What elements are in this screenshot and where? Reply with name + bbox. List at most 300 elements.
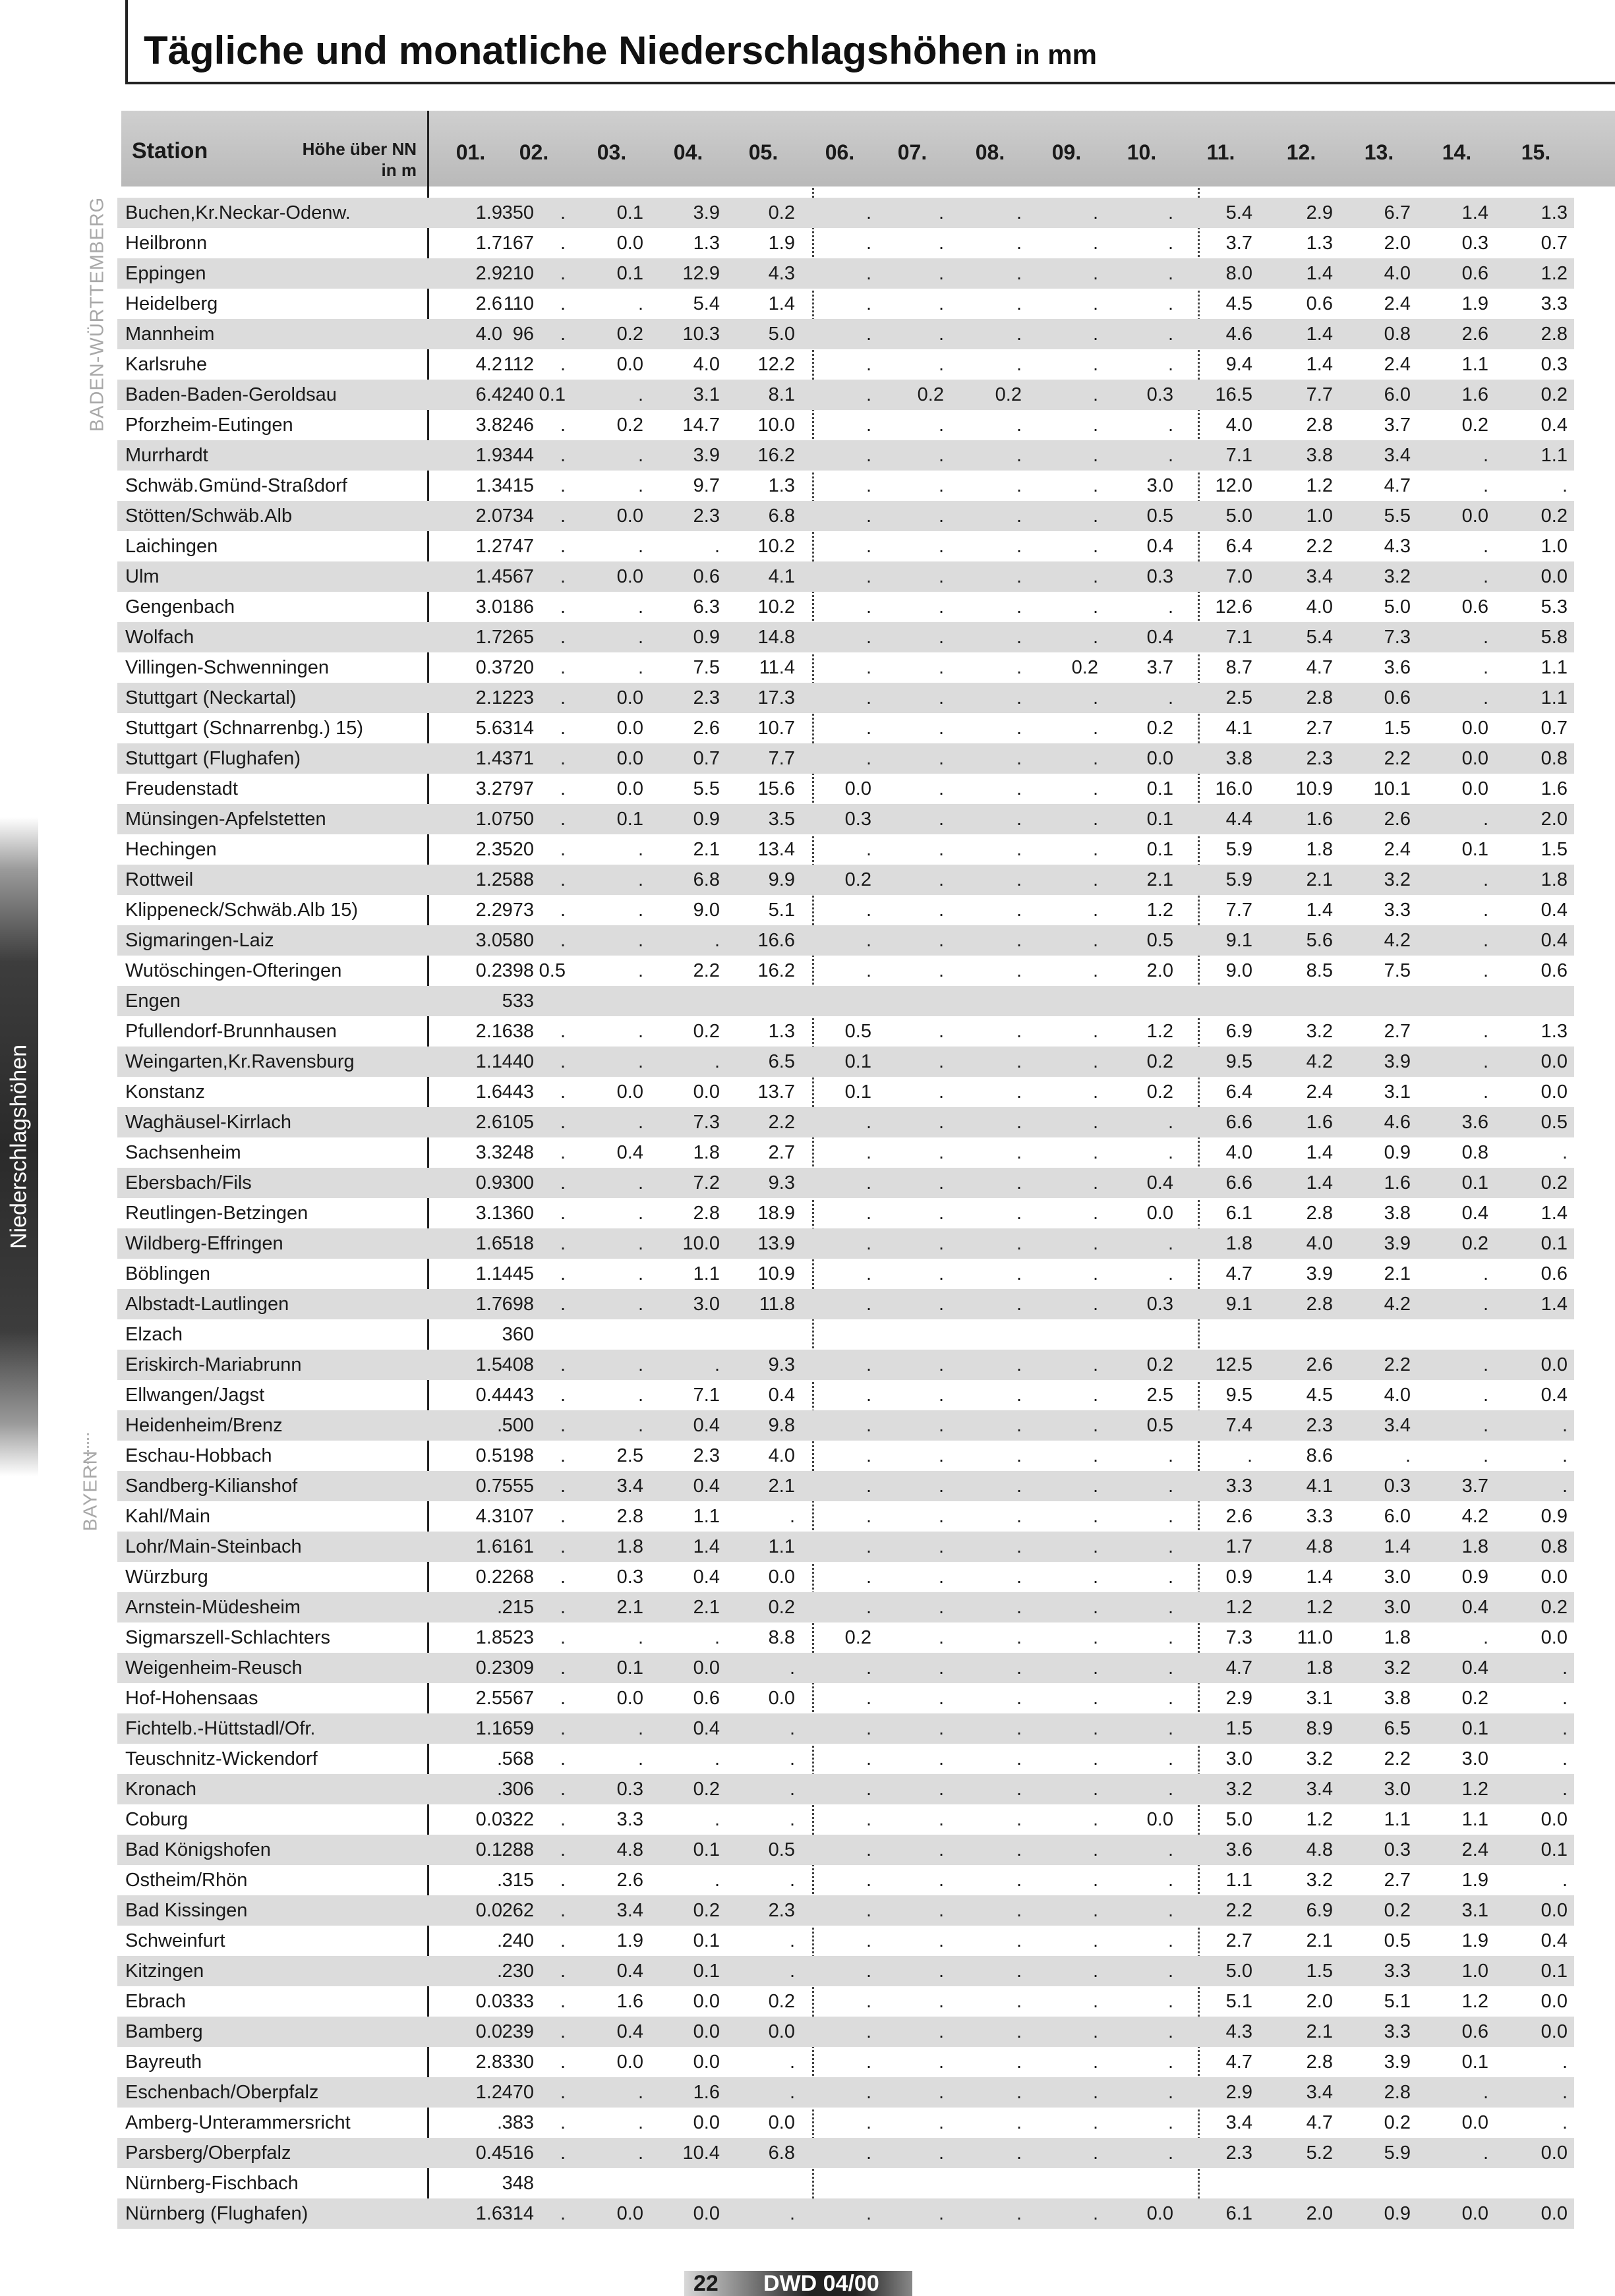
precip-day-8: . xyxy=(1016,1112,1022,1133)
precip-day-1: 0.0 xyxy=(475,1900,502,1921)
precip-day-9: . xyxy=(1092,1294,1098,1315)
precip-day-12: 2.6 xyxy=(1306,1354,1333,1375)
precip-day-8: . xyxy=(1016,324,1022,345)
precip-day-9: . xyxy=(1092,1445,1098,1466)
precip-day-12: 1.4 xyxy=(1306,1172,1333,1193)
precip-day-7: . xyxy=(938,1657,944,1679)
precip-day-11: 5.9 xyxy=(1225,869,1252,890)
precip-day-12: 1.0 xyxy=(1306,505,1333,527)
station-elevation: 240 xyxy=(502,1930,534,1951)
precip-day-5: 7.7 xyxy=(768,748,795,769)
precip-day-7: . xyxy=(938,202,944,223)
table-row xyxy=(117,1622,1574,1653)
precip-day-4: 6.3 xyxy=(693,596,720,617)
precip-day-3: . xyxy=(637,1415,643,1436)
precip-day-4: 0.4 xyxy=(693,1476,720,1497)
precip-day-9: . xyxy=(1092,1081,1098,1103)
precip-day-7: . xyxy=(938,748,944,769)
precip-day-2: . xyxy=(560,445,566,466)
precip-day-7: . xyxy=(938,354,944,375)
table-row xyxy=(117,289,1574,319)
precip-day-1: 0.2 xyxy=(475,960,502,981)
precip-day-11: 16.0 xyxy=(1215,778,1252,799)
precip-day-15: 0.0 xyxy=(1541,1354,1568,1375)
station-elevation: 383 xyxy=(502,2112,534,2133)
precip-day-6: . xyxy=(866,2142,871,2164)
precip-day-3: 3.4 xyxy=(616,1476,643,1497)
precip-day-15: . xyxy=(1562,1415,1568,1436)
precip-day-15: 1.8 xyxy=(1541,869,1568,890)
precip-day-12: 1.6 xyxy=(1306,809,1333,830)
precip-day-6: . xyxy=(866,1688,871,1709)
precip-day-13: 2.4 xyxy=(1384,293,1411,314)
precip-day-13: 3.2 xyxy=(1384,566,1411,587)
precip-day-10: . xyxy=(1167,2021,1173,2042)
precip-day-4: 6.8 xyxy=(693,869,720,890)
precip-day-13: 3.0 xyxy=(1384,1597,1411,1618)
precip-day-3: 0.2 xyxy=(616,324,643,345)
precip-day-8: . xyxy=(1016,263,1022,284)
precip-day-14: 0.1 xyxy=(1461,2052,1488,2073)
precip-day-7: . xyxy=(938,839,944,860)
precip-day-8: . xyxy=(1016,1900,1022,1921)
precip-day-5: . xyxy=(789,1748,795,1769)
precip-day-10: . xyxy=(1167,1627,1173,1648)
precip-day-11: 7.1 xyxy=(1225,627,1252,648)
precip-day-7: . xyxy=(938,1445,944,1466)
table-row xyxy=(117,1441,1574,1471)
precip-day-13: 4.0 xyxy=(1384,263,1411,284)
precip-day-2: . xyxy=(560,1839,566,1860)
precip-day-5: 2.3 xyxy=(768,1900,795,1921)
station-elevation: 797 xyxy=(502,778,534,799)
precip-day-8: . xyxy=(1016,2142,1022,2164)
precip-day-2: . xyxy=(560,1627,566,1648)
precip-day-4: 7.3 xyxy=(693,1112,720,1133)
precip-day-7: . xyxy=(938,1021,944,1042)
precip-day-1: 3.3 xyxy=(475,1142,502,1163)
precip-day-7: . xyxy=(938,1142,944,1163)
precip-day-7: . xyxy=(938,1203,944,1224)
precip-day-2: . xyxy=(560,1718,566,1739)
precip-day-11: 3.8 xyxy=(1225,748,1252,769)
precip-day-2: . xyxy=(560,627,566,648)
precip-day-12: 8.5 xyxy=(1306,960,1333,981)
precip-day-7: . xyxy=(938,1476,944,1497)
precip-day-4: 2.6 xyxy=(693,718,720,739)
precip-day-7: . xyxy=(938,415,944,436)
precip-day-14: . xyxy=(1483,930,1488,951)
precip-day-15: 1.0 xyxy=(1541,536,1568,557)
precip-day-10: . xyxy=(1167,1112,1173,1133)
table-row xyxy=(117,2138,1574,2168)
precip-day-6: . xyxy=(866,1385,871,1406)
precip-day-3: . xyxy=(637,1294,643,1315)
precip-day-12: 4.7 xyxy=(1306,2112,1333,2133)
station-elevation: 107 xyxy=(502,1506,534,1527)
station-name: Hof-Hohensaas xyxy=(125,1688,258,1709)
precip-day-15: . xyxy=(1562,1870,1568,1891)
precip-day-2: . xyxy=(560,1112,566,1133)
precip-day-3: . xyxy=(637,445,643,466)
precip-day-7: . xyxy=(938,1081,944,1103)
precip-day-8: . xyxy=(1016,718,1022,739)
precip-day-2: . xyxy=(560,2021,566,2042)
precip-day-10: 0.3 xyxy=(1146,1294,1173,1315)
precip-day-3: 0.0 xyxy=(616,1688,643,1709)
table-row xyxy=(117,925,1574,956)
precip-day-2: . xyxy=(560,748,566,769)
precip-day-9: . xyxy=(1092,1688,1098,1709)
station-elevation: 500 xyxy=(502,1415,534,1436)
precip-day-6: . xyxy=(866,1506,871,1527)
precip-day-11: 9.0 xyxy=(1225,960,1252,981)
precip-day-9: . xyxy=(1092,627,1098,648)
header-day-3: 03. xyxy=(597,140,627,164)
precip-day-12: 1.8 xyxy=(1306,1657,1333,1679)
precip-day-9: . xyxy=(1092,900,1098,921)
station-elevation: 110 xyxy=(503,293,534,314)
precip-day-5: 11.4 xyxy=(759,657,795,678)
precip-day-15: . xyxy=(1562,1748,1568,1769)
table-row xyxy=(117,1410,1574,1441)
station-elevation: 415 xyxy=(502,475,534,496)
precip-day-10: . xyxy=(1167,324,1173,345)
precip-day-10: . xyxy=(1167,1930,1173,1951)
precip-day-5: 0.2 xyxy=(768,1991,795,2012)
station-name: Eschenbach/Oberpfalz xyxy=(125,2082,319,2103)
precip-day-8: . xyxy=(1016,900,1022,921)
precip-day-2: . xyxy=(560,1445,566,1466)
precip-day-15: 1.4 xyxy=(1541,1203,1568,1224)
precip-day-15: 0.2 xyxy=(1541,1597,1568,1618)
precip-day-6: . xyxy=(866,839,871,860)
precip-day-8: . xyxy=(1016,202,1022,223)
precip-day-4: 9.0 xyxy=(693,900,720,921)
precip-day-10: . xyxy=(1167,263,1173,284)
precip-day-11: 4.3 xyxy=(1225,2021,1252,2042)
precip-day-2: . xyxy=(560,2112,566,2133)
precip-day-4: 0.6 xyxy=(693,566,720,587)
precip-day-15: 0.6 xyxy=(1541,960,1568,981)
precip-day-14: . xyxy=(1483,445,1488,466)
precip-day-10: 2.0 xyxy=(1146,960,1173,981)
precip-day-7: . xyxy=(938,2112,944,2133)
precip-day-14: . xyxy=(1483,536,1488,557)
precip-day-8: . xyxy=(1016,1991,1022,2012)
precip-day-5: . xyxy=(789,1718,795,1739)
precip-day-1: 0.4 xyxy=(475,2142,502,2164)
precip-day-8: . xyxy=(1016,445,1022,466)
precip-day-14: 0.2 xyxy=(1461,1233,1488,1254)
precip-day-2: . xyxy=(560,536,566,557)
precip-day-14: 0.8 xyxy=(1461,1142,1488,1163)
precip-day-11: 4.4 xyxy=(1225,809,1252,830)
station-name: Stötten/Schwäb.Alb xyxy=(125,505,293,527)
precip-day-13: 2.7 xyxy=(1384,1870,1411,1891)
precip-day-12: 3.4 xyxy=(1306,1779,1333,1800)
precip-day-9: . xyxy=(1092,1506,1098,1527)
precip-day-6: . xyxy=(866,2082,871,2103)
precip-day-12: 3.2 xyxy=(1306,1748,1333,1769)
precip-day-10: . xyxy=(1167,1445,1173,1466)
table-row xyxy=(117,1986,1574,2017)
precip-day-11: 5.1 xyxy=(1225,1991,1252,2012)
precip-day-4: 0.0 xyxy=(693,1081,720,1103)
precip-day-15: 0.0 xyxy=(1541,1627,1568,1648)
precip-day-11: 1.2 xyxy=(1225,1597,1252,1618)
table-row xyxy=(117,1380,1574,1410)
precip-day-9: . xyxy=(1092,1233,1098,1254)
precip-day-13: 3.7 xyxy=(1384,415,1411,436)
header-station: Station xyxy=(132,138,208,163)
precip-day-7: . xyxy=(938,1991,944,2012)
precip-day-6: . xyxy=(866,1991,871,2012)
precip-day-8: . xyxy=(1016,475,1022,496)
precip-day-3: . xyxy=(637,960,643,981)
table-row xyxy=(117,1865,1574,1895)
precip-day-2: . xyxy=(560,778,566,799)
precip-day-5: 4.0 xyxy=(768,1445,795,1466)
precip-day-10: . xyxy=(1167,1536,1173,1557)
precip-day-11: 9.4 xyxy=(1225,354,1252,375)
precip-day-12: 8.6 xyxy=(1306,1445,1333,1466)
table-row xyxy=(117,2108,1574,2138)
precip-day-11: 1.5 xyxy=(1225,1718,1252,1739)
precip-day-8: . xyxy=(1016,1081,1022,1103)
precip-day-13: 3.1 xyxy=(1384,1081,1411,1103)
precip-day-1: 0.3 xyxy=(475,657,502,678)
precip-day-2: . xyxy=(560,1081,566,1103)
precip-day-9: . xyxy=(1092,475,1098,496)
precip-day-12: 1.8 xyxy=(1306,839,1333,860)
precip-day-5: 12.2 xyxy=(757,354,795,375)
precip-day-11: 5.4 xyxy=(1225,202,1252,223)
precip-day-1: 1.1 xyxy=(475,1051,502,1072)
precip-day-1: . xyxy=(496,1779,502,1800)
precip-day-12: 5.6 xyxy=(1306,930,1333,951)
precip-day-1: 2.0 xyxy=(475,505,502,527)
precip-day-2: . xyxy=(560,1930,566,1951)
precip-day-14: . xyxy=(1483,869,1488,890)
station-name: Albstadt-Lautlingen xyxy=(125,1294,289,1315)
precip-day-4: . xyxy=(714,1051,720,1072)
precip-day-13: . xyxy=(1405,1445,1411,1466)
precip-day-9: . xyxy=(1092,384,1098,405)
table-row xyxy=(117,1926,1574,1956)
precip-day-14: . xyxy=(1483,900,1488,921)
precip-day-15: 0.3 xyxy=(1541,354,1568,375)
station-name: Schweinfurt xyxy=(125,1930,225,1951)
precip-day-8: . xyxy=(1016,1627,1022,1648)
station-elevation: 223 xyxy=(502,687,534,708)
station-name: Reutlingen-Betzingen xyxy=(125,1203,308,1224)
precip-day-11: 3.6 xyxy=(1225,1839,1252,1860)
precip-day-5: . xyxy=(789,2052,795,2073)
precip-day-1: 1.9 xyxy=(475,202,502,223)
precip-day-10: . xyxy=(1167,1506,1173,1527)
precip-day-3: 0.0 xyxy=(616,718,643,739)
precip-day-7: . xyxy=(938,1263,944,1284)
precip-day-11: 6.1 xyxy=(1225,1203,1252,1224)
precip-day-12: 2.1 xyxy=(1306,2021,1333,2042)
precip-day-11: 2.6 xyxy=(1225,1506,1252,1527)
table-row xyxy=(117,501,1574,531)
precip-day-3: . xyxy=(637,1112,643,1133)
precip-day-2: . xyxy=(560,475,566,496)
precip-day-12: 4.1 xyxy=(1306,1476,1333,1497)
station-elevation: 315 xyxy=(502,1870,534,1891)
table-row xyxy=(117,2077,1574,2108)
station-name: Ebersbach/Fils xyxy=(125,1172,252,1193)
precip-day-2: . xyxy=(560,1566,566,1588)
precip-day-5: . xyxy=(789,2203,795,2224)
precip-day-5: 10.9 xyxy=(757,1263,795,1284)
station-name: Ostheim/Rhön xyxy=(125,1870,248,1891)
precip-day-6: 0.1 xyxy=(844,1051,871,1072)
precip-day-9: . xyxy=(1092,1112,1098,1133)
precip-day-13: 2.2 xyxy=(1384,1748,1411,1769)
precip-day-9: . xyxy=(1092,1961,1098,1982)
station-elevation: 720 xyxy=(502,657,534,678)
precip-day-11: 3.7 xyxy=(1225,233,1252,254)
precip-day-1: . xyxy=(496,1930,502,1951)
station-elevation: 360 xyxy=(502,1203,534,1224)
station-name: Gengenbach xyxy=(125,596,235,617)
precip-day-11: 2.2 xyxy=(1225,1900,1252,1921)
precip-day-3: 4.8 xyxy=(616,1839,643,1860)
precip-day-10: 0.2 xyxy=(1146,1354,1173,1375)
precip-day-3: . xyxy=(637,2142,643,2164)
precip-day-10: . xyxy=(1167,687,1173,708)
precip-day-13: 2.2 xyxy=(1384,748,1411,769)
precip-day-7: . xyxy=(938,324,944,345)
header-height-line1: Höhe über NN xyxy=(302,139,417,159)
precip-day-2: . xyxy=(560,1597,566,1618)
precip-day-8: . xyxy=(1016,869,1022,890)
table-row xyxy=(117,410,1574,440)
precip-day-9: . xyxy=(1092,1991,1098,2012)
precip-day-15: 0.4 xyxy=(1541,415,1568,436)
precip-day-11: 6.4 xyxy=(1225,1081,1252,1103)
precip-day-4: 0.0 xyxy=(693,2112,720,2133)
precip-day-11: 2.3 xyxy=(1225,2142,1252,2164)
precip-day-14: 1.6 xyxy=(1461,384,1488,405)
precip-day-4: 7.1 xyxy=(693,1385,720,1406)
precip-day-7: . xyxy=(938,1506,944,1527)
precip-day-10: 3.7 xyxy=(1146,657,1173,678)
precip-day-15: 0.0 xyxy=(1541,1566,1568,1588)
precip-day-4: 1.1 xyxy=(693,1506,720,1527)
precip-day-12: 4.0 xyxy=(1306,596,1333,617)
precip-day-4: . xyxy=(714,1809,720,1830)
precip-day-10: . xyxy=(1167,1657,1173,1679)
precip-day-5: 9.3 xyxy=(768,1354,795,1375)
station-elevation: 322 xyxy=(502,1809,534,1830)
precip-day-12: 1.2 xyxy=(1306,1809,1333,1830)
station-name: Wolfach xyxy=(125,627,194,648)
precip-day-15: 0.8 xyxy=(1541,748,1568,769)
precip-day-13: 4.0 xyxy=(1384,1385,1411,1406)
station-name: Sandberg-Kilianshof xyxy=(125,1476,298,1497)
precip-day-13: 0.3 xyxy=(1384,1476,1411,1497)
precip-day-10: 0.3 xyxy=(1146,384,1173,405)
precip-day-4: 2.2 xyxy=(693,960,720,981)
precip-day-12: 2.3 xyxy=(1306,748,1333,769)
station-elevation: 246 xyxy=(502,415,534,436)
precip-day-11: 6.6 xyxy=(1225,1112,1252,1133)
precip-day-8: . xyxy=(1016,415,1022,436)
precip-day-7: . xyxy=(938,809,944,830)
precip-day-13: 6.0 xyxy=(1384,384,1411,405)
precip-day-6: . xyxy=(866,1779,871,1800)
precip-day-9: . xyxy=(1092,2021,1098,2042)
precip-day-12: 1.4 xyxy=(1306,1566,1333,1588)
precip-day-11: . xyxy=(1247,1445,1252,1466)
station-name: Eriskirch-Mariabrunn xyxy=(125,1354,302,1375)
precip-day-15: . xyxy=(1562,1718,1568,1739)
precip-day-14: 0.0 xyxy=(1461,748,1488,769)
precip-day-9: . xyxy=(1092,1203,1098,1224)
precip-day-4: 4.0 xyxy=(693,354,720,375)
precip-day-11: 0.9 xyxy=(1225,1566,1252,1588)
precip-day-9: . xyxy=(1092,809,1098,830)
station-name: Stuttgart (Neckartal) xyxy=(125,687,297,708)
station-elevation: 248 xyxy=(502,1142,534,1163)
precip-day-9: . xyxy=(1092,233,1098,254)
precip-day-1: . xyxy=(496,2112,502,2133)
precip-day-10: 2.5 xyxy=(1146,1385,1173,1406)
precip-day-13: 0.3 xyxy=(1384,1839,1411,1860)
precip-day-9: . xyxy=(1092,263,1098,284)
precip-day-3: . xyxy=(637,2082,643,2103)
precip-day-9: . xyxy=(1092,1718,1098,1739)
station-name: Villingen-Schwenningen xyxy=(125,657,330,678)
station-elevation: 523 xyxy=(502,1627,534,1648)
precip-day-5: 0.0 xyxy=(768,2021,795,2042)
precip-day-10: 0.3 xyxy=(1146,566,1173,587)
precip-day-1: 1.7 xyxy=(475,233,502,254)
precip-day-15: 0.0 xyxy=(1541,2021,1568,2042)
precip-day-7: . xyxy=(938,1172,944,1193)
precip-day-14: . xyxy=(1483,627,1488,648)
region-label-baden-wuerttemberg: BADEN-WÜRTTEMBERG xyxy=(86,196,108,432)
precip-day-5: 0.2 xyxy=(768,202,795,223)
precip-day-5: 13.7 xyxy=(757,1081,795,1103)
precip-day-9: . xyxy=(1092,839,1098,860)
precip-day-3: 0.1 xyxy=(616,1657,643,1679)
station-elevation: 555 xyxy=(502,1476,534,1497)
header-day-7: 07. xyxy=(897,140,927,164)
precip-day-13: 2.4 xyxy=(1384,839,1411,860)
precip-day-4: 7.2 xyxy=(693,1172,720,1193)
precip-day-11: 4.7 xyxy=(1225,1263,1252,1284)
precip-day-6: . xyxy=(866,1870,871,1891)
station-name: Kahl/Main xyxy=(125,1506,210,1527)
station-elevation: 215 xyxy=(502,1597,534,1618)
precip-day-1: 0.4 xyxy=(475,1385,502,1406)
precip-day-9: . xyxy=(1092,1354,1098,1375)
precip-day-12: 2.8 xyxy=(1306,2052,1333,2073)
station-elevation: 230 xyxy=(502,1961,534,1982)
table-row xyxy=(117,228,1574,258)
station-elevation: 167 xyxy=(502,233,534,254)
precip-day-13: 3.2 xyxy=(1384,869,1411,890)
header-height-line2: in m xyxy=(381,160,417,180)
precip-day-6: . xyxy=(866,2203,871,2224)
precip-day-11: 4.0 xyxy=(1225,1142,1252,1163)
precip-day-13: 0.8 xyxy=(1384,324,1411,345)
